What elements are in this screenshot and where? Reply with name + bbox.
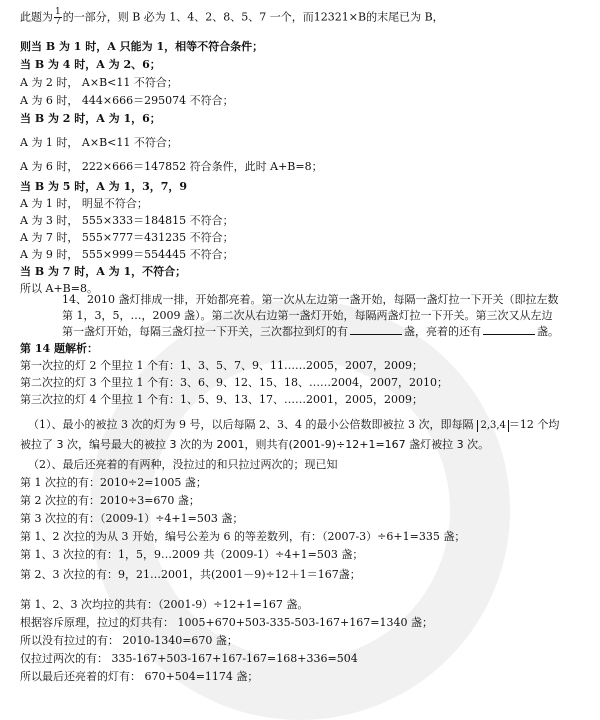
intro-before: 此题为 <box>20 10 53 24</box>
text-line: 则当 B 为 1 时，A 只能为 1，相等不符合条件； <box>20 40 264 53</box>
intro-line <box>20 8 444 27</box>
part-3-line: 所以没有拉过的有： 2010-1340=670 盏； <box>20 634 238 647</box>
question-14-text: 14、2010 盏灯排成一排，开始都亮着。第一次从左边第一盏开始，每隔一盏灯拉一下开关（即拉左数第 1，3，5，…，2009 盏）。第二次从右边第一盏灯开始，每隔两盏灯拉一下开关。第三次又从左边第一盏灯开始，每隔三盏灯拉一下开关，三次都拉到灯的有 <box>62 293 559 338</box>
part-3-line: 仅拉过两次的有： 335-167+503-167+167-167=168+336=504 <box>20 652 358 665</box>
text-line: 当 B 为 5 时，A 为 1，3，7，9 <box>20 180 188 193</box>
answer-blank-1 <box>350 324 402 335</box>
solution-line: 第一次拉的灯 2 个里拉 1 个有：1、3、5、7、9、11……2005，2007，2009； <box>20 359 423 372</box>
text-line: A 为 1 时， A×B<11 不符合； <box>20 136 178 149</box>
text-line: A 为 2 时， A×B<11 不符合； <box>20 76 178 89</box>
part-2-line: （2）、最后还亮着的有两种，没拉过的和只拉过两次的；现已知 <box>28 458 338 471</box>
text-line: A 为 1 时， 明显不符合； <box>20 197 148 210</box>
text-line: 当 B 为 7 时，A 为 1，不符合； <box>20 265 187 278</box>
part-1-line <box>28 418 559 432</box>
solution-title: 第 14 题解析： <box>20 342 98 355</box>
fraction-numerator: 1 <box>55 7 61 17</box>
part-1-text: （1）、最小的被拉 3 次的灯为 9 号，以后每隔 2、3、4 的最小公倍数即被拉 3 次，即每隔 <box>28 418 474 431</box>
text-line: A 为 3 时， 555×333＝184815 不符合； <box>20 214 234 227</box>
solution-line: 第二次拉的灯 3 个里拉 1 个有：3、6、9、12、15、18、……2004，2007，2010； <box>20 376 448 389</box>
part-2-line: 第 1 次拉的有：2010÷2=1005 盏； <box>20 476 207 489</box>
part-2-line: 第 2、3 次拉的有：9，21…2001，共(2001－9)÷12＋1＝167盏； <box>20 568 361 581</box>
part-2-line: 第 3 次拉的有：（2009-1）÷4+1=503 盏； <box>20 512 244 525</box>
text-line: 当 B 为 4 时，A 为 2、6； <box>20 58 161 71</box>
text-line: A 为 9 时， 555×999＝554445 不符合； <box>20 248 234 261</box>
text-line: 当 B 为 2 时，A 为 1，6； <box>20 112 161 125</box>
text-line: 所以 A+B=8。 <box>20 282 98 295</box>
solution-line: 第三次拉的灯 4 个里拉 1 个有：1、5、9、13、17、……2001，2005，2009； <box>20 393 423 406</box>
part-2-line: 第 1、2 次拉的为从 3 开始，编号公差为 6 的等差数列，有：（2007-3）÷6+1=335 盏； <box>20 530 466 543</box>
part-3-line: 所以最后还亮着的灯有： 670+504=1174 盏； <box>20 670 259 683</box>
part-3-line: 第 1、2、3 次均拉的共有：（2001-9）÷12+1=167 盏。 <box>20 598 309 611</box>
part-2-line: 第 2 次拉的有：2010÷3=670 盏； <box>20 494 200 507</box>
part-1-text-2: ＝12 个均 <box>508 418 560 431</box>
fraction <box>54 8 62 27</box>
question-14-text-3: 盏。 <box>537 325 559 338</box>
part-2-line: 第 1、3 次拉的有：1，5，9…2009 共（2009-1）÷4+1=503 盏； <box>20 548 364 561</box>
lcm-notation: 2,3,4 <box>477 420 508 432</box>
question-14 <box>62 292 562 340</box>
answer-blank-2 <box>483 324 535 335</box>
part-3-line: 根据容斥原理，拉过的灯共有： 1005+670+503-335-503-167+167=1340 盏； <box>20 616 433 629</box>
text-line: A 为 6 时， 222×666＝147852 符合条件，此时 A+B=8； <box>20 160 323 173</box>
text-line: A 为 7 时， 555×777＝431235 不符合； <box>20 231 234 244</box>
fraction-denominator: 7 <box>55 17 61 27</box>
intro-after: 的一部分，则 B 必为 1、4、2、8、5、7 一个，而12321×B的末尾已为 B， <box>62 10 444 24</box>
text-line: A 为 6 时， 444×666＝295074 不符合； <box>20 94 234 107</box>
question-14-text-2: 盏，亮着的还有 <box>404 325 481 338</box>
part-1-line-2: 被拉了 3 次，编号最大的被拉 3 次的为 2001，则共有(2001-9)÷12+1=167 盏灯被拉 3 次。 <box>20 438 490 451</box>
